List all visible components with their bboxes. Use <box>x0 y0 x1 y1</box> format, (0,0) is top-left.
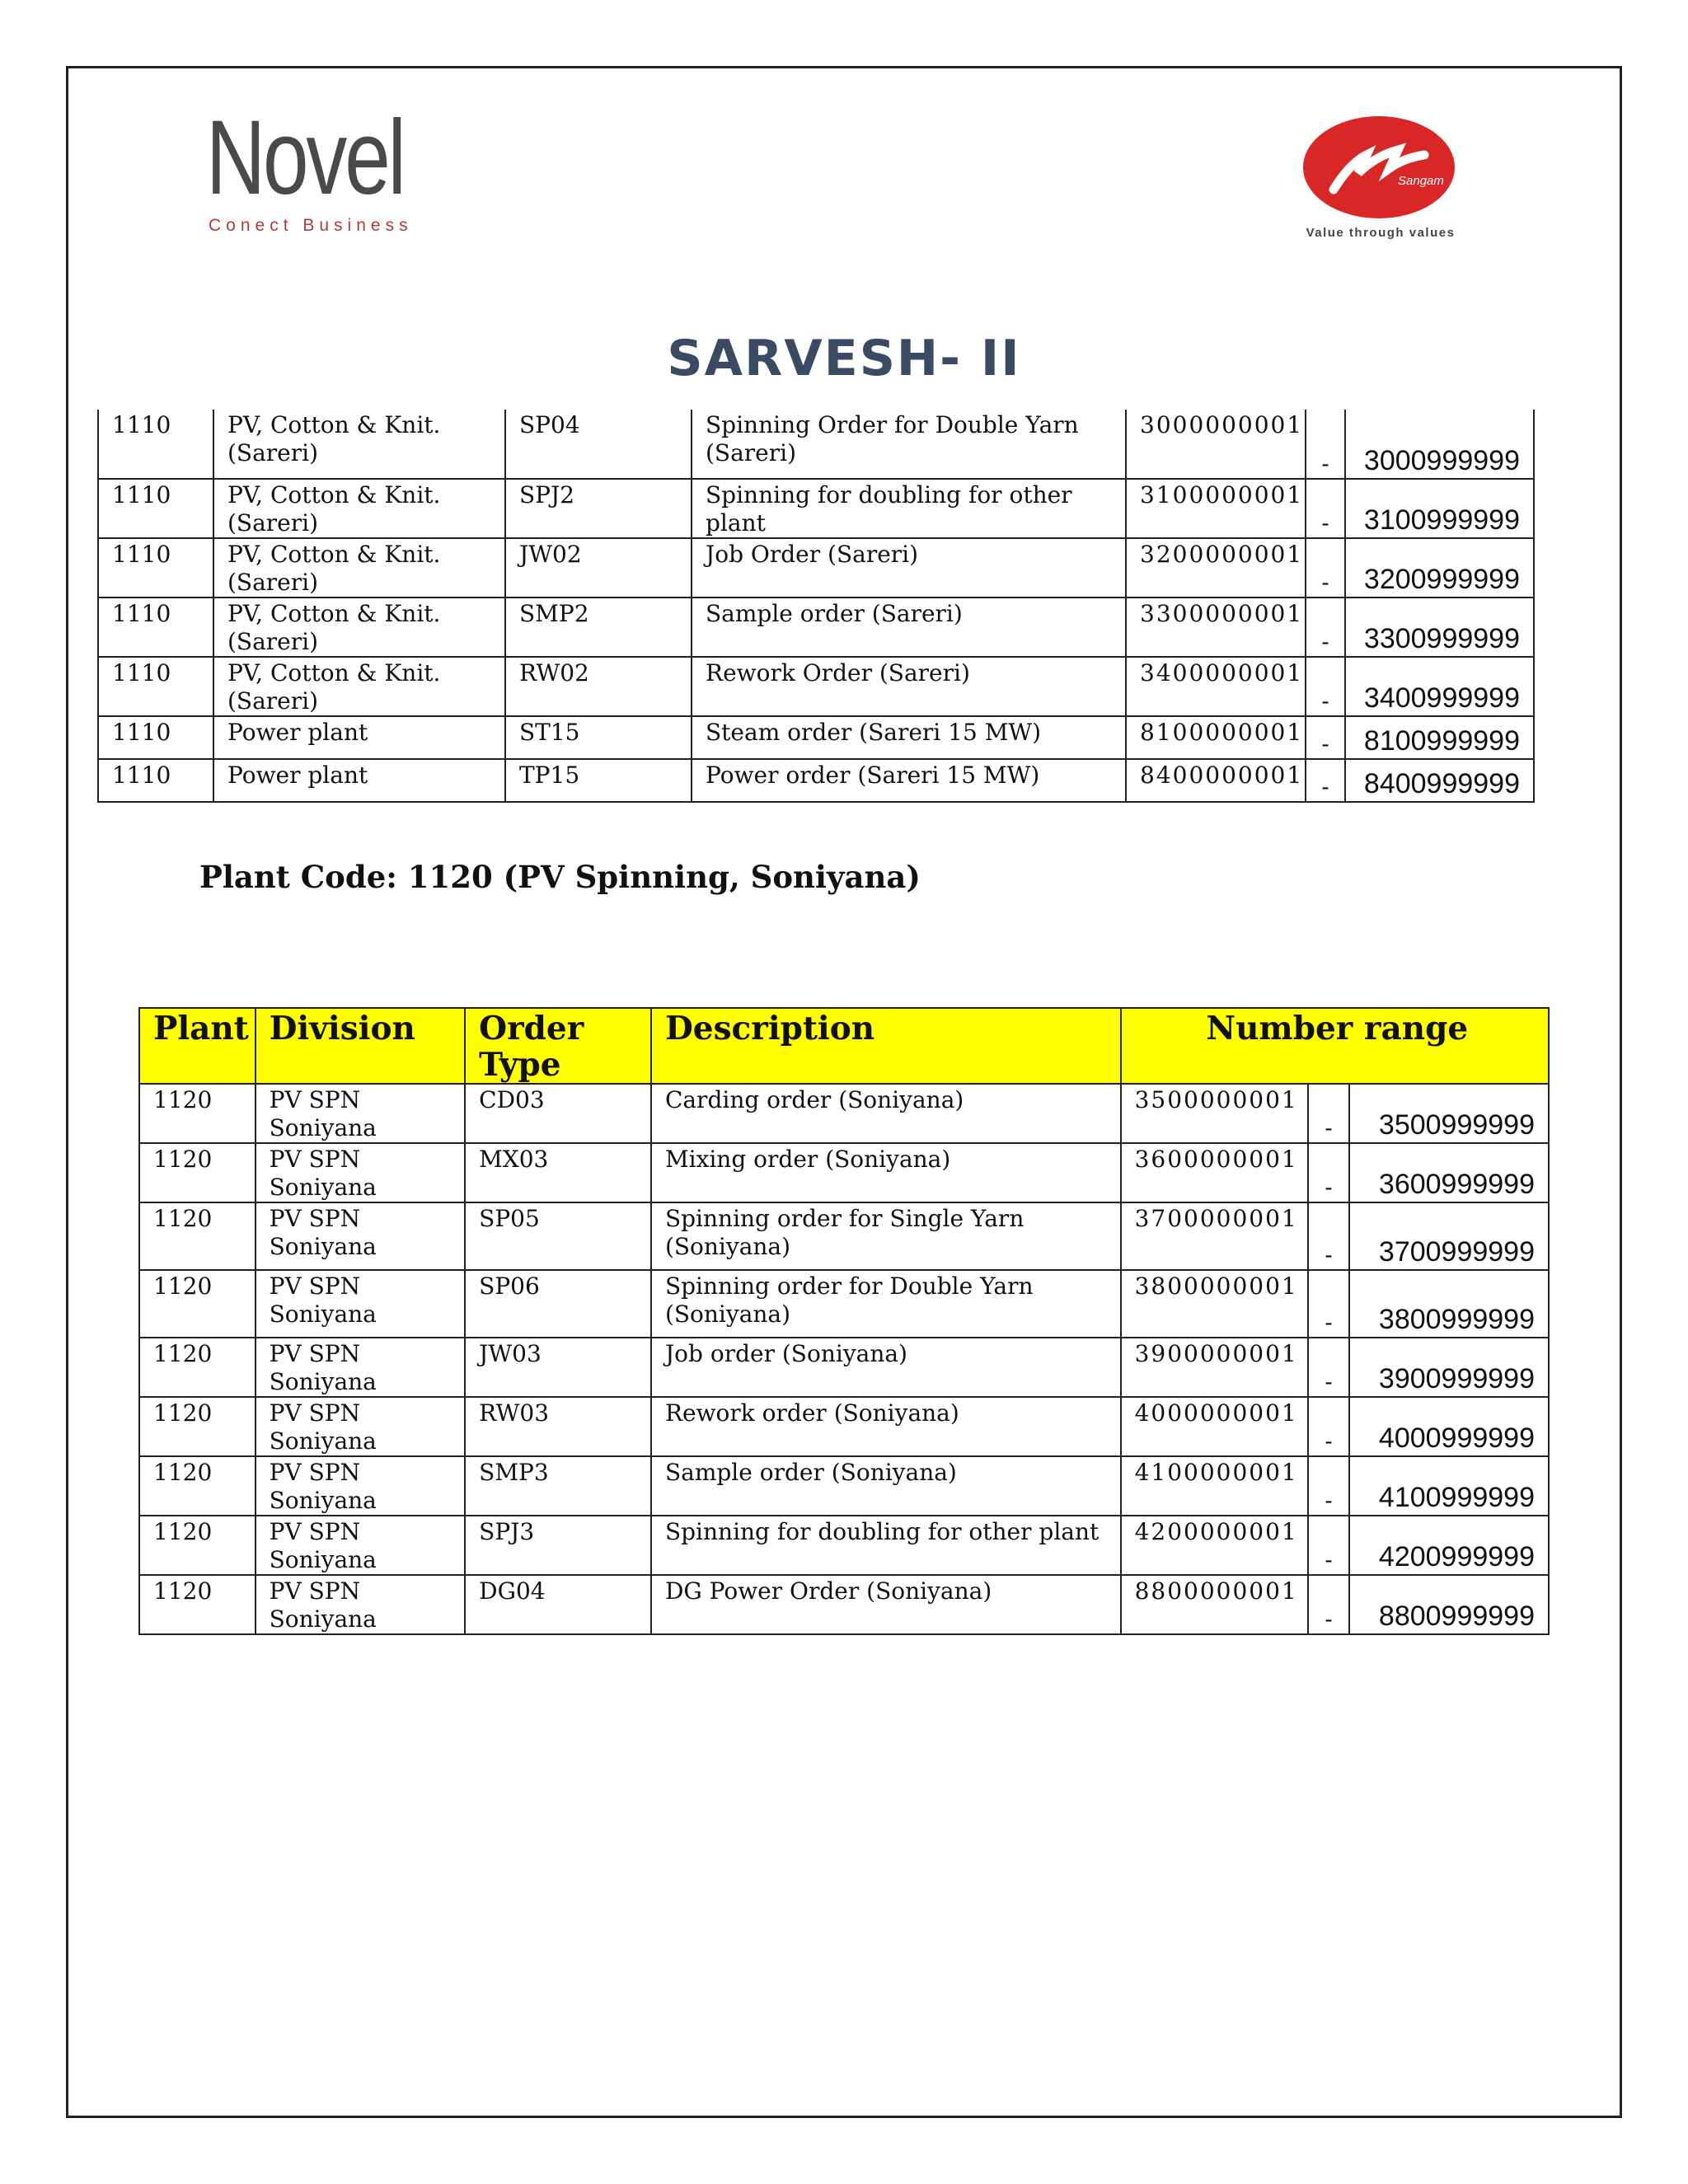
table-header-row <box>139 1008 1549 1084</box>
cell-plant: 1110 <box>98 479 213 538</box>
cell-plant: 1120 <box>139 1456 256 1516</box>
cell-plant: 1120 <box>139 1397 256 1456</box>
cell-range-end: 8100999999 <box>1345 716 1534 759</box>
table-row <box>139 1143 1549 1202</box>
cell-range-end: 3300999999 <box>1345 598 1534 657</box>
cell-range-end: 4000999999 <box>1349 1397 1549 1456</box>
cell-range-dash: - <box>1308 1084 1348 1143</box>
cell-order-type: MX03 <box>465 1143 651 1202</box>
sangam-logo-tagline: Value through values <box>1306 226 1456 240</box>
table-plant-1120 <box>138 1007 1550 1635</box>
cell-range-end: 4100999999 <box>1349 1456 1549 1516</box>
table-row <box>98 716 1534 759</box>
cell-division: PV, Cotton & Knit.(Sareri) <box>213 598 505 657</box>
cell-description: Rework order (Soniyana) <box>651 1397 1121 1456</box>
cell-range-end: 3000999999 <box>1345 410 1534 479</box>
cell-range-dash: - <box>1308 1338 1348 1397</box>
cell-range-dash: - <box>1306 410 1345 479</box>
cell-description: Sample order (Sareri) <box>692 598 1126 657</box>
cell-range-dash: - <box>1308 1575 1348 1634</box>
cell-division: PV, Cotton & Knit.(Sareri) <box>213 657 505 716</box>
cell-range-start: 3400000001 <box>1126 657 1306 716</box>
cell-order-type: ST15 <box>505 716 692 759</box>
novel-logo <box>206 99 459 236</box>
cell-division: PV SPN Soniyana <box>256 1516 466 1575</box>
document-title: SARVESH- II <box>667 330 1021 387</box>
cell-range-start: 3800000001 <box>1121 1270 1309 1338</box>
cell-range-dash: - <box>1308 1270 1348 1338</box>
table-row <box>98 410 1534 479</box>
cell-range-dash: - <box>1308 1143 1348 1202</box>
cell-description: Job order (Soniyana) <box>651 1338 1121 1397</box>
cell-division: PV SPN Soniyana <box>256 1338 466 1397</box>
cell-order-type: JW02 <box>505 538 692 598</box>
novel-logo-tagline: Conect Business <box>209 216 413 235</box>
cell-description: Spinning order for Double Yarn (Soniyana) <box>651 1270 1121 1338</box>
cell-order-type: JW03 <box>465 1338 651 1397</box>
table-row <box>139 1575 1549 1634</box>
cell-range-dash: - <box>1306 759 1345 802</box>
cell-plant: 1110 <box>98 759 213 802</box>
cell-order-type: CD03 <box>465 1084 651 1143</box>
cell-order-type: SPJ2 <box>505 479 692 538</box>
cell-order-type: SP05 <box>465 1202 651 1270</box>
table-row <box>139 1270 1549 1338</box>
cell-division: PV SPN Soniyana <box>256 1456 466 1516</box>
cell-plant: 1110 <box>98 657 213 716</box>
cell-range-end: 3200999999 <box>1345 538 1534 598</box>
header-description: Description <box>651 1008 1121 1084</box>
cell-range-start: 3500000001 <box>1121 1084 1309 1143</box>
cell-range-start: 3300000001 <box>1126 598 1306 657</box>
table-row <box>98 479 1534 538</box>
header-plant: Plant <box>139 1008 256 1084</box>
cell-description: Spinning for doubling for other plant <box>651 1516 1121 1575</box>
table-row <box>139 1338 1549 1397</box>
cell-division: PV, Cotton & Knit.(Sareri) <box>213 410 505 479</box>
cell-order-type: TP15 <box>505 759 692 802</box>
cell-range-start: 4200000001 <box>1121 1516 1309 1575</box>
header-number-range: Number range <box>1121 1008 1549 1084</box>
cell-range-end: 8800999999 <box>1349 1575 1549 1634</box>
novel-logo-word: Novel <box>206 99 404 217</box>
header-division: Division <box>256 1008 466 1084</box>
cell-range-start: 8400000001 <box>1126 759 1306 802</box>
cell-range-dash: - <box>1306 538 1345 598</box>
cell-range-start: 3700000001 <box>1121 1202 1309 1270</box>
cell-division: Power plant <box>213 716 505 759</box>
cell-division: PV, Cotton & Knit.(Sareri) <box>213 538 505 598</box>
cell-description: Job Order (Sareri) <box>692 538 1126 598</box>
cell-order-type: SMP3 <box>465 1456 651 1516</box>
sangam-logo-icon <box>1301 114 1457 221</box>
cell-plant: 1110 <box>98 716 213 759</box>
cell-division: PV SPN Soniyana <box>256 1084 466 1143</box>
cell-range-start: 8800000001 <box>1121 1575 1309 1634</box>
sangam-mark-text: Sangam <box>1398 174 1444 188</box>
cell-description: Rework Order (Sareri) <box>692 657 1126 716</box>
cell-plant: 1110 <box>98 410 213 479</box>
cell-plant: 1110 <box>98 598 213 657</box>
sangam-logo <box>1278 114 1484 240</box>
header-order-type: Order Type <box>465 1008 651 1084</box>
cell-range-end: 3500999999 <box>1349 1084 1549 1143</box>
cell-order-type: SP04 <box>505 410 692 479</box>
cell-description: Spinning order for Single Yarn (Soniyana) <box>651 1202 1121 1270</box>
cell-order-type: RW03 <box>465 1397 651 1456</box>
cell-description: Spinning for doubling for other plant <box>692 479 1126 538</box>
cell-division: PV SPN Soniyana <box>256 1202 466 1270</box>
cell-description: Steam order (Sareri 15 MW) <box>692 716 1126 759</box>
cell-range-end: 3100999999 <box>1345 479 1534 538</box>
table-row <box>139 1397 1549 1456</box>
table-row <box>139 1516 1549 1575</box>
table-row <box>98 538 1534 598</box>
cell-range-start: 3100000001 <box>1126 479 1306 538</box>
cell-range-dash: - <box>1308 1516 1348 1575</box>
cell-range-dash: - <box>1308 1202 1348 1270</box>
cell-plant: 1120 <box>139 1270 256 1338</box>
cell-range-end: 4200999999 <box>1349 1516 1549 1575</box>
cell-range-end: 3800999999 <box>1349 1270 1549 1338</box>
cell-order-type: SPJ3 <box>465 1516 651 1575</box>
table-row <box>139 1202 1549 1270</box>
cell-description: Spinning Order for Double Yarn (Sareri) <box>692 410 1126 479</box>
cell-range-start: 3200000001 <box>1126 538 1306 598</box>
cell-range-end: 3600999999 <box>1349 1143 1549 1202</box>
cell-range-dash: - <box>1308 1456 1348 1516</box>
cell-division: PV SPN Soniyana <box>256 1397 466 1456</box>
cell-range-start: 4000000001 <box>1121 1397 1309 1456</box>
cell-range-end: 3700999999 <box>1349 1202 1549 1270</box>
cell-range-start: 3900000001 <box>1121 1338 1309 1397</box>
cell-plant: 1120 <box>139 1143 256 1202</box>
table-plant-1110 <box>97 410 1535 803</box>
cell-order-type: SP06 <box>465 1270 651 1338</box>
table-row <box>98 598 1534 657</box>
cell-division: PV, Cotton & Knit.(Sareri) <box>213 479 505 538</box>
cell-plant: 1120 <box>139 1575 256 1634</box>
table-row <box>139 1456 1549 1516</box>
cell-order-type: RW02 <box>505 657 692 716</box>
cell-order-type: SMP2 <box>505 598 692 657</box>
table-row <box>98 759 1534 802</box>
cell-plant: 1120 <box>139 1202 256 1270</box>
table-row <box>98 657 1534 716</box>
cell-division: PV SPN Soniyana <box>256 1143 466 1202</box>
cell-plant: 1120 <box>139 1338 256 1397</box>
cell-division: Power plant <box>213 759 505 802</box>
cell-range-end: 3400999999 <box>1345 657 1534 716</box>
cell-description: Carding order (Soniyana) <box>651 1084 1121 1143</box>
cell-order-type: DG04 <box>465 1575 651 1634</box>
cell-range-end: 8400999999 <box>1345 759 1534 802</box>
cell-range-dash: - <box>1308 1397 1348 1456</box>
cell-range-dash: - <box>1306 657 1345 716</box>
cell-description: Mixing order (Soniyana) <box>651 1143 1121 1202</box>
cell-description: Power order (Sareri 15 MW) <box>692 759 1126 802</box>
cell-plant: 1110 <box>98 538 213 598</box>
section-heading-1120: Plant Code: 1120 (PV Spinning, Soniyana) <box>199 859 921 895</box>
cell-range-start: 3000000001 <box>1126 410 1306 479</box>
cell-range-dash: - <box>1306 716 1345 759</box>
cell-range-dash: - <box>1306 598 1345 657</box>
cell-range-start: 4100000001 <box>1121 1456 1309 1516</box>
cell-division: PV SPN Soniyana <box>256 1270 466 1338</box>
cell-plant: 1120 <box>139 1084 256 1143</box>
cell-division: PV SPN Soniyana <box>256 1575 466 1634</box>
cell-description: Sample order (Soniyana) <box>651 1456 1121 1516</box>
cell-range-dash: - <box>1306 479 1345 538</box>
cell-plant: 1120 <box>139 1516 256 1575</box>
cell-range-start: 3600000001 <box>1121 1143 1309 1202</box>
cell-description: DG Power Order (Soniyana) <box>651 1575 1121 1634</box>
cell-range-end: 3900999999 <box>1349 1338 1549 1397</box>
cell-range-start: 8100000001 <box>1126 716 1306 759</box>
table-row <box>139 1084 1549 1143</box>
